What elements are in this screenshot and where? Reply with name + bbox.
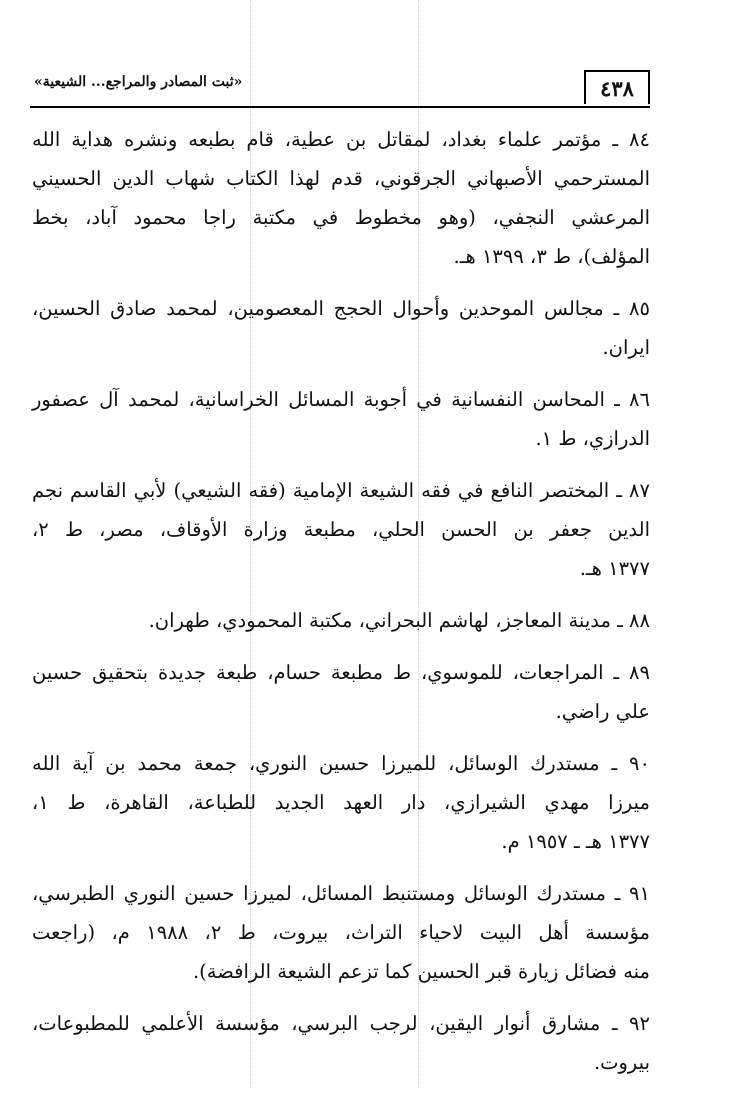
entry-line: ٨٩ ـ المراجعات، للموسوي، ط مطبعة حسام، طبعة جديدة بتحقيق حسين — [32, 661, 650, 684]
entry-line: ٨٦ ـ المحاسن النفسانية في أجوبة المسائل الخراسانية، لمحمد آل عصفور — [32, 388, 650, 411]
entry-line: المسترحمي الأصبهاني الجرقوني، قدم لهذا الكتاب شهاب الدين الحسيني — [32, 167, 650, 190]
entry-line: ٨٧ ـ المختصر النافع في فقه الشيعة الإمامية (فقه الشيعي) لأبي القاسم نجم — [32, 479, 650, 502]
bibliography-entry-89 — [32, 653, 650, 731]
entry-line: علي راضي. — [555, 700, 650, 723]
bibliography-entry-85 — [32, 289, 650, 367]
bibliography-entry-88 — [32, 601, 650, 640]
entry-line: ميرزا مهدي الشيرازي، دار العهد الجديد للطباعة، القاهرة، ط ١، — [32, 791, 650, 814]
entry-line: ٩١ ـ مستدرك الوسائل ومستنبط المسائل، لميرزا حسين النوري الطبرسي، — [32, 882, 650, 905]
bibliography-entry-84 — [32, 120, 650, 276]
entry-line: المؤلف)، ط ٣، ١٣٩٩ هـ. — [453, 245, 650, 268]
entry-line: ٩٢ ـ مشارق أنوار اليقين، لرجب البرسي، مؤسسة الأعلمي للمطبوعات، — [32, 1012, 650, 1035]
entry-line: منه فضائل زيارة قبر الحسين كما تزعم الشيعة الرافضة). — [192, 960, 650, 983]
bibliography-entry-86 — [32, 380, 650, 458]
page-number: ٤٣٨ — [584, 70, 650, 104]
running-title: «ثبت المصادر والمراجع... الشيعية» — [34, 74, 243, 90]
entry-line: ٨٥ ـ مجالس الموحدين وأحوال الحجج المعصومين، لمحمد صادق الحسين، — [32, 297, 650, 320]
entry-line: ٨٨ ـ مدينة المعاجز، لهاشم البحراني، مكتبة المحمودي، طهران. — [148, 609, 650, 632]
bibliography-entry-87 — [32, 471, 650, 588]
bibliography-list — [32, 120, 650, 1095]
bibliography-entry-92 — [32, 1004, 650, 1082]
entry-line: ٩٠ ـ مستدرك الوسائل، للميرزا حسين النوري، جمعة محمد بن آية الله — [32, 752, 650, 775]
entry-line: ١٣٧٧ هـ. — [579, 557, 650, 580]
bibliography-entry-91 — [32, 874, 650, 991]
entry-line: الدرازي، ط ١. — [535, 427, 650, 450]
bibliography-entry-90 — [32, 744, 650, 861]
entry-line: بيروت. — [593, 1051, 650, 1074]
entry-line: ايران. — [602, 336, 650, 359]
entry-line: ٨٤ ـ مؤتمر علماء بغداد، لمقاتل بن عطية، قام بطبعه ونشره هداية الله — [32, 128, 650, 151]
entry-line: الدين جعفر بن الحسن الحلي، مطبعة وزارة الأوقاف، مصر، ط ٢، — [32, 518, 650, 541]
entry-line: مؤسسة أهل البيت لاحياء التراث، بيروت، ط ٢، ١٩٨٨ م، (راجعت — [32, 921, 650, 944]
page-header — [30, 70, 650, 110]
entry-line: ١٣٧٧ هـ ـ ١٩٥٧ م. — [501, 830, 650, 853]
entry-line: المرعشي النجفي، (وهو مخطوط في مكتبة راجا محمود آباد، بخط — [32, 206, 650, 229]
header-rule — [30, 106, 650, 108]
